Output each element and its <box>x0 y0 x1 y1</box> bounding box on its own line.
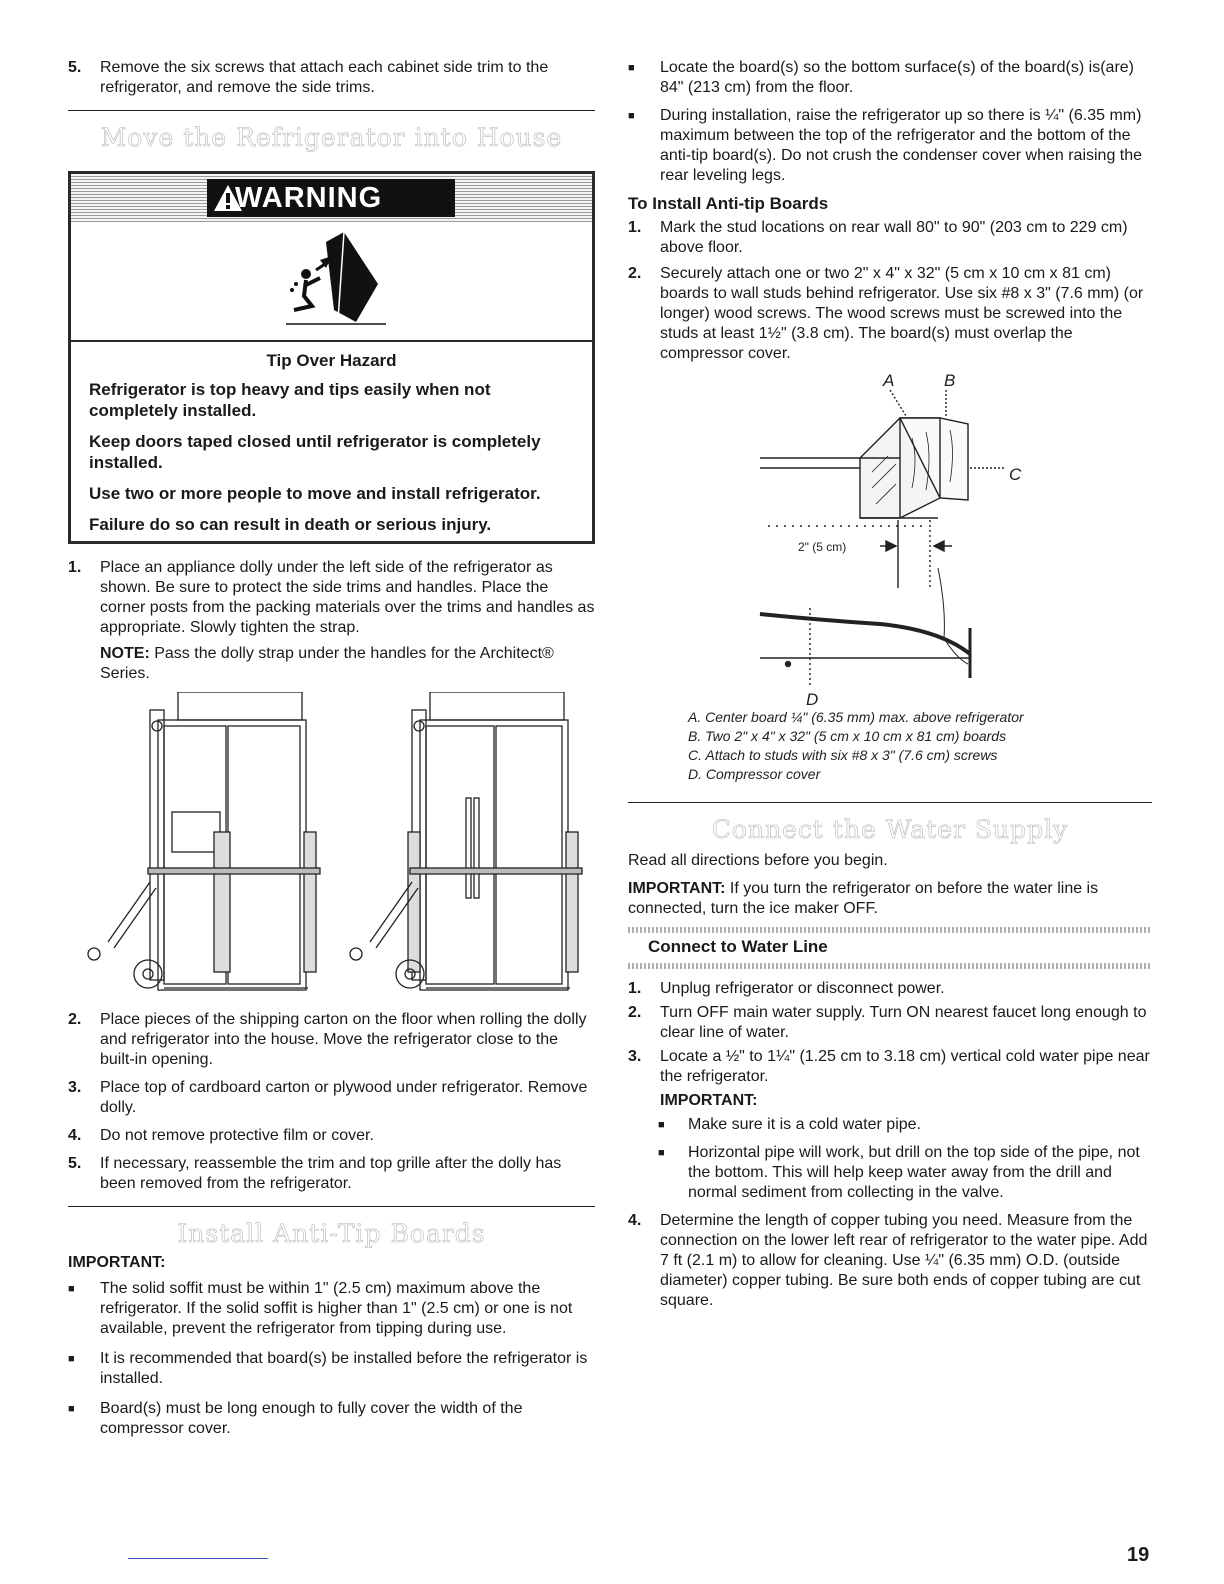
label-c: C <box>1009 465 1022 484</box>
page-number: 19 <box>1127 1544 1150 1566</box>
water-line-heading: Connect to Water Line <box>648 937 828 956</box>
gap-label: 2" (5 cm) <box>798 540 847 554</box>
warning-triangle-icon <box>213 184 243 212</box>
bullet-item: ■ Board(s) must be long enough to fully cover the width of the compressor cover. <box>68 1399 595 1439</box>
bullet-item: ■ During installation, raise the refrigerator up so there is ¼" (6.35 mm) maximum between the top of the refrigerator and the bottom of the anti-tip board(s). Do not crush the condenser cover when raising the rear leveling legs. <box>628 106 1152 186</box>
numbered-step: 3. Place top of cardboard carton or plywood under refrigerator. Remove dolly. <box>68 1079 588 1116</box>
label-d: D <box>806 690 819 708</box>
numbered-step: 4. Do not remove protective film or cover. <box>68 1127 374 1144</box>
warning-line: Keep doors taped closed until refrigerator is completely installed. <box>89 432 541 472</box>
label-b: B <box>944 371 956 390</box>
bullet-item: ■ Locate the board(s) so the bottom surface(s) of the board(s) is(are) 84" (213 cm) from the floor. <box>628 58 1152 98</box>
anti-tip-diagram <box>628 368 1152 708</box>
numbered-step: 1. Unplug refrigerator or disconnect power. <box>628 980 945 997</box>
section-title-antitip: Install Anti-Tip Boards <box>177 1219 486 1248</box>
bullet-item: ■ It is recommended that board(s) be installed before the refrigerator is installed. <box>68 1349 595 1389</box>
diagram-caption: D. Compressor cover <box>688 766 821 782</box>
warning-header <box>71 174 592 222</box>
important-label: IMPORTANT: <box>68 1254 166 1271</box>
section-divider <box>68 1206 595 1207</box>
read-all-text: Read all directions before you begin. <box>628 852 888 869</box>
important-label: IMPORTANT: <box>660 1092 758 1109</box>
warning-line: Refrigerator is top heavy and tips easily when not completely installed. <box>89 380 491 420</box>
dotted-divider <box>628 927 1152 933</box>
warning-box <box>68 171 595 544</box>
diagram-caption: B. Two 2" x 4" x 32" (5 cm x 10 cm x 81 cm) boards <box>688 728 1007 744</box>
numbered-step: 1. Mark the stud locations on rear wall 80" to 90" (203 cm to 229 cm) above floor. <box>628 219 1128 256</box>
warning-line: Failure do so can result in death or serious injury. <box>89 515 492 534</box>
tip-over-hazard-icon <box>71 222 592 340</box>
section-divider <box>68 110 595 111</box>
important-note: IMPORTANT: If you turn the refrigerator on before the water line is connected, turn the ice maker OFF. <box>628 880 1099 917</box>
diagram-caption: C. Attach to studs with six #8 x 3" (7.6 cm) screws <box>688 747 998 763</box>
diagram-caption: A. Center board ¼" (6.35 mm) max. above refrigerator <box>688 709 1024 725</box>
install-heading: To Install Anti-tip Boards <box>628 194 829 213</box>
right-column <box>628 58 1152 1319</box>
step-number: 5. <box>68 59 82 76</box>
hazard-title: Tip Over Hazard <box>266 351 397 370</box>
section-title-move: Move the Refrigerator into House <box>100 123 563 152</box>
numbered-step: 2. Place pieces of the shipping carton on the floor when rolling the dolly and refrigerator into the house. Move the refrigerator close to the built-in opening. <box>68 1011 587 1068</box>
tip-over-illustration <box>71 222 592 342</box>
note: NOTE: Pass the dolly strap under the handles for the Architect® Series. <box>100 645 554 682</box>
footer-line <box>128 1558 268 1559</box>
step-text: Remove the six screws that attach each cabinet side trim to the refrigerator, and remove the side trims. <box>100 59 549 96</box>
section-divider <box>628 802 1152 803</box>
numbered-step: 1. Place an appliance dolly under the left side of the refrigerator as shown. Be sure to protect the side trims and handles. Place the corner posts from the packing materials over the trims and handles as appropriate. Slowly tighten the strap. NOTE: Pass the dolly strap under the handles for the Architect® Series. <box>68 559 595 682</box>
numbered-step: 4. Determine the length of copper tubing you need. Measure from the connection on the lower left rear of refrigerator to the water pipe. Add 7 ft (2.1 m) to allow for cleaning. Use ¼" (6.35 mm) O.D. (outside diameter) copper tubing. Be sure both ends of copper tubing are cut square. <box>628 1212 1148 1309</box>
sub-bullet-list <box>628 1115 1152 1203</box>
bullet-item: ■ Horizontal pipe will work, but drill on the top side of the pipe, not the bottom. This will help keep water away from the drill and normal sediment from collecting in the valve. <box>658 1143 1152 1203</box>
numbered-step: 3. Locate a ½" to 1¼" (1.25 cm to 3.18 cm) vertical cold water pipe near the refrigerator. IMPORTANT: <box>628 1047 1152 1111</box>
bullet-item: ■ Make sure it is a cold water pipe. <box>658 1115 1152 1135</box>
label-a: A <box>883 371 895 390</box>
dolly-illustration <box>68 692 595 1002</box>
warning-text <box>71 342 592 541</box>
numbered-step <box>68 58 595 98</box>
numbered-step: 5. If necessary, reassemble the trim and top grille after the dolly has been removed from the refrigerator. <box>68 1155 562 1192</box>
warning-line: Use two or more people to move and install refrigerator. <box>89 484 541 503</box>
dotted-divider <box>628 963 1152 969</box>
left-column <box>68 58 595 1447</box>
section-title-water: Connect the Water Supply <box>711 815 1069 844</box>
numbered-step: 2. Turn OFF main water supply. Turn ON nearest faucet long enough to clear line of water. <box>628 1004 1147 1041</box>
bullet-item: ■ The solid soffit must be within 1" (2.5 cm) maximum above the refrigerator. If the solid soffit is higher than 1" (2.5 cm) or one is not available, prevent the refrigerator from tipping during use. <box>68 1279 595 1339</box>
numbered-step: 2. Securely attach one or two 2" x 4" x 32" (5 cm x 10 cm x 81 cm) boards to wall studs behind refrigerator. Use six #8 x 3" (7.6 mm) (or longer) wood screws. The wood screws must be screwed into the studs at least 1½" (3.8 cm). The board(s) must overlap the compressor cover. <box>628 265 1144 362</box>
refrigerator-dolly-diagram <box>68 692 595 1002</box>
anti-tip-board-diagram <box>628 368 1152 708</box>
warning-title: WARNING <box>207 179 455 217</box>
